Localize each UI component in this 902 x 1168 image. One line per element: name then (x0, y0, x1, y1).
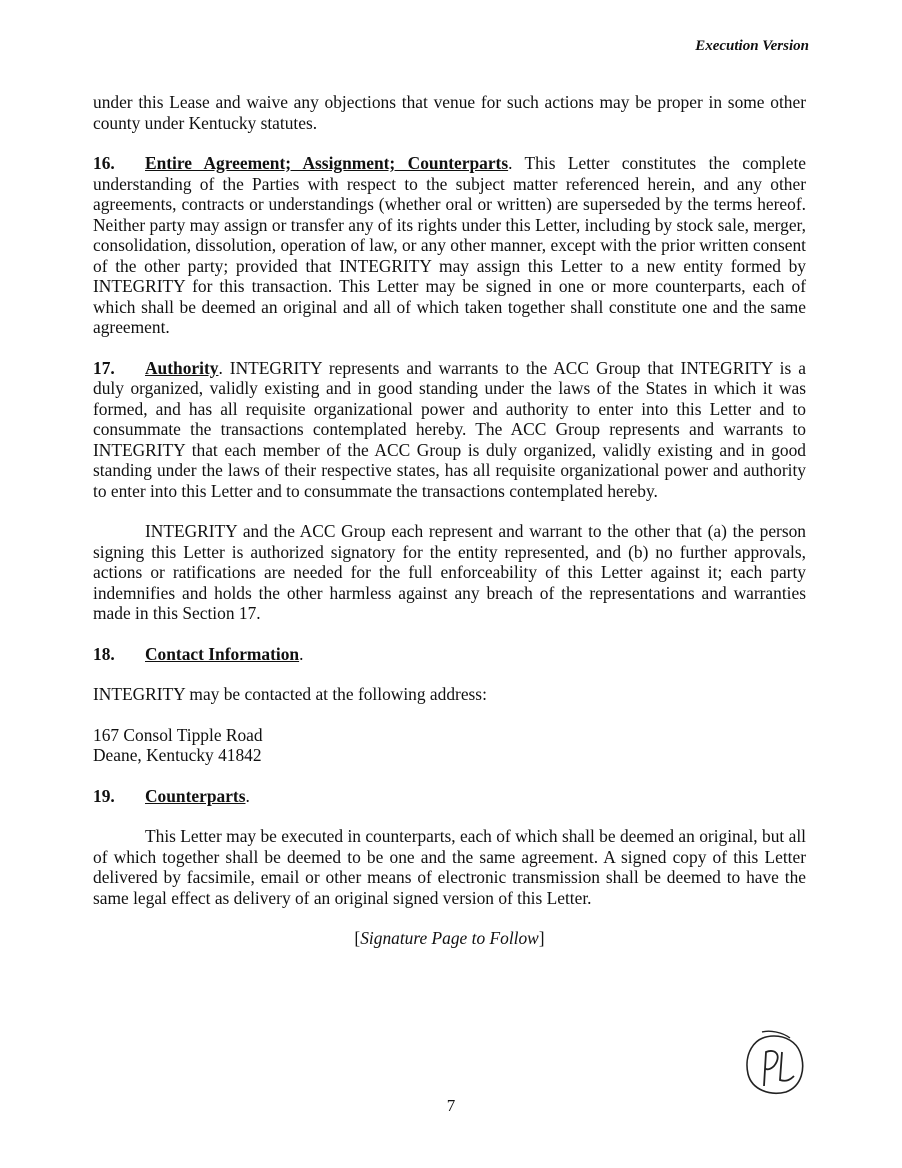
signature-note-close: ] (538, 928, 545, 948)
page-number: 7 (446, 1096, 456, 1115)
section-16-number: 16. (93, 153, 115, 173)
contact-intro: INTEGRITY may be contacted at the following address: (93, 684, 487, 704)
address-line-1: 167 Consol Tipple Road (93, 724, 263, 745)
section-17-text: . INTEGRITY represents and warrants to the ACC Group that INTEGRITY is a duly organized, validly existing and in good standing under the laws of the States in which it was formed, and has all requisite organizational power and authority to enter into this Letter and to consummate the transactions contemplated hereby. The ACC Group represents and warrants to INTEGRITY that each member of the ACC Group is duly organized, validly existing and in good standing under the laws of their respective states, has all requisite organizational power and authority to enter into this Letter and to consummate the transactions contemplated hereby. (93, 357, 806, 501)
signature-page-note (93, 928, 806, 949)
section-18 (93, 644, 806, 665)
section-17 (93, 358, 806, 502)
section-16 (93, 153, 806, 338)
address-line-2: Deane, Kentucky 41842 (93, 745, 262, 765)
section-18-heading: Contact Information (145, 643, 300, 664)
document-body (93, 92, 806, 969)
signature-note-text: Signature Page to Follow (360, 928, 539, 948)
section-19-number: 19. (93, 785, 115, 806)
section-17-number: 17. (93, 357, 115, 378)
section-18-number: 18. (93, 643, 115, 664)
section-19-suffix: . (245, 785, 250, 806)
section-17-paragraph-2: INTEGRITY and the ACC Group each represent and warrant to the other that (a) the person signing this Letter is authorized signatory for the entity represented, and (b) no further approvals, actions or ratifications are needed for the full enforceability of this Letter against it; each party indemnifies and holds the other harmless against any breach of the representations and warranties made in this Section 17. (93, 521, 806, 623)
execution-version-header: Execution Version (695, 38, 809, 54)
section-19 (93, 786, 806, 807)
handwritten-initials-icon (740, 1030, 810, 1100)
section-19-text: This Letter may be executed in counterparts, each of which shall be deemed an original, but all of which together shall be deemed to be one and the same agreement. A signed copy of this Letter delivered by facsimile, email or other means of electronic transmission shall be deemed to have the same legal effect as delivery of an original signed version of this Letter. (93, 826, 806, 908)
section-16-text: . This Letter constitutes the complete understanding of the Parties with respect to the subject matter referenced herein, and any other agreements, contracts or understandings (whether oral or written) are superseded by the terms hereof. Neither party may assign or transfer any of its rights under this Letter, including by stock sale, merger, consolidation, dissolution, operation of law, or any other manner, except with the prior written consent of the other party; provided that INTEGRITY may assign this Letter to a new entity formed by INTEGRITY for this transaction. This Letter may be signed in one or more counterparts, each of which shall be deemed an original and all of which taken together shall constitute one and the same agreement. (93, 153, 806, 337)
section-17-heading: Authority (145, 357, 219, 378)
section-18-suffix: . (299, 643, 304, 664)
intro-fragment: under this Lease and waive any objections that venue for such actions may be proper in some other county under Kentucky statutes. (93, 92, 806, 133)
section-19-heading: Counterparts (145, 785, 246, 806)
section-16-heading: Entire Agreement; Assignment; Counterparts (145, 153, 509, 173)
signature-note-open: [ (354, 928, 361, 948)
contact-address (93, 725, 806, 766)
